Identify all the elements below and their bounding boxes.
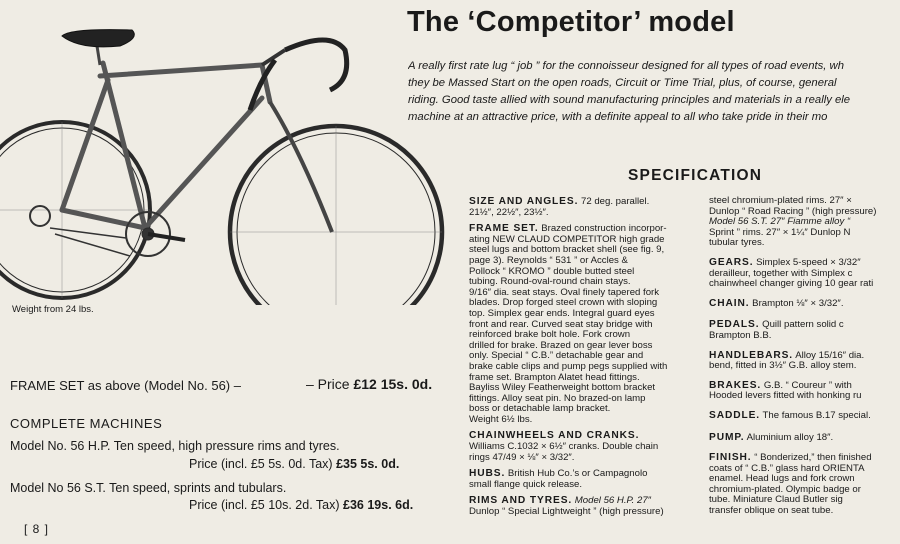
model-hp-price [189, 457, 399, 471]
spec-chain-line: Brampton ⅛″ × 3/32″. [752, 297, 844, 309]
spec-hubs-heading: HUBS. [469, 468, 506, 480]
spec-handlebars-line: bend, fitted in 3½″ G.B. alloy stem. [709, 360, 857, 372]
spec-column-left [469, 197, 695, 524]
spec-finish-line: transfer oblique on seat tube. [709, 505, 834, 517]
spec-frame-line: reinforced brake bolt hole. Fork crown [469, 329, 631, 341]
spec-hubs-line: small flange quick release. [469, 478, 583, 490]
spec-frame-line: top. Simplex gear ends. Integral guard eyes [469, 307, 655, 319]
spec-chainwheels-heading: CHAINWHEELS AND CRANKS. [469, 430, 640, 442]
model-hp-price-prefix: Price (incl. £5 5s. 0d. Tax) [189, 457, 333, 471]
spec-gears-line: Simplex 5-speed × 3/32″ [756, 256, 861, 268]
spec-frame-line: Bayliss Wiley Featherweight bottom bracket [469, 382, 656, 394]
frameset-price [306, 376, 432, 392]
spec-finish-heading: FINISH. [709, 452, 752, 464]
spec-handlebars-line: Alloy 15/16″ dia. [795, 349, 865, 361]
spec-size-heading: SIZE AND ANGLES. [469, 197, 579, 207]
spec-frame-line: front and rear. Curved seat stay bridge with [469, 318, 653, 330]
frameset-price-prefix: – Price [306, 376, 350, 392]
spec-chainwheels [469, 431, 695, 463]
spec-saddle [709, 411, 900, 422]
spec-frame-line: 9/16″ dia. seat stays. Oval finely tapered fork [469, 286, 660, 298]
spec-pump-line: Aluminium alloy 18″. [746, 431, 834, 443]
page-title: The ‘Competitor’ model [407, 6, 735, 38]
complete-machines-heading: COMPLETE MACHINES [10, 416, 163, 431]
spec-gears-line: derailleur, together with Simplex c [709, 267, 853, 279]
spec-frame-line: frame set. Brampton Alatet head fittings. [469, 371, 640, 383]
spec-finish-line: coats of “ C.B.” glass hard ORIENTA [709, 462, 865, 474]
frameset-label: FRAME SET as above (Model No. 56) – [10, 378, 241, 393]
model-st-price [189, 498, 413, 512]
model-st-price-value: £36 19s. 6d. [343, 498, 414, 512]
spec-column-right [709, 196, 900, 523]
spec-frame-line: Weight 6½ lbs. [469, 413, 533, 425]
spec-frame-line: ating NEW CLAUD COMPETITOR high grade [469, 233, 665, 245]
spec-finish-line: enamel. Head lugs and fork crown [709, 473, 855, 485]
spec-rims-continued [709, 196, 900, 249]
spec-rims-line: Dunlop “ Special Lightweight ” (high pressure) [469, 506, 664, 518]
spec-frame-line: fittings. Alloy seat pin. No brazed-on lamp [469, 392, 646, 404]
spec-frame-heading: FRAME SET. [469, 223, 539, 235]
spec-gears-line: chainwheel changer giving 10 gear rati [709, 278, 874, 290]
spec-rims-cont-line: Dunlop “ Road Racing ” (high pressure) [709, 205, 877, 217]
spec-brakes-heading: BRAKES. [709, 379, 762, 391]
spec-finish-line: tube. Miniature Claud Butler sig [709, 494, 843, 506]
spec-chain-heading: CHAIN. [709, 297, 750, 309]
page-number: [ 8 ] [24, 522, 50, 536]
spec-rims-cont-line: Model 56 S.T. 27″ Fiamme alloy “ [709, 216, 851, 228]
specification-heading: SPECIFICATION [628, 167, 763, 184]
spec-rims-cont-line: steel chromium-plated rims. 27″ × [709, 196, 852, 206]
spec-frame-line: boss or detachable lamp bracket. [469, 403, 611, 415]
spec-saddle-heading: SADDLE. [709, 409, 761, 421]
spec-finish-line: chromium-plated. Olympic badge or [709, 483, 861, 495]
spec-size-line: 72 deg. parallel. [580, 197, 650, 207]
spec-chainwheels-line: Williams C.1032 × 6½″ cranks. Double chain [469, 441, 659, 453]
spec-chain [709, 299, 900, 310]
spec-pedals-line: Quill pattern solid c [762, 319, 844, 331]
spec-frame-line: Brazed construction incorpor- [541, 223, 667, 235]
spec-rims-cont-line: tubular tyres. [709, 237, 765, 249]
spec-hubs [469, 469, 695, 490]
model-st-name: Model No 56 S.T. Ten speed, sprints and tubulars. [10, 481, 287, 495]
spec-chainwheels-line: rings 47/49 × ⅛″ × 3/32″. [469, 451, 575, 463]
spec-frame-line: blades. Drop forged steel crown with sloping [469, 297, 658, 309]
weight-caption: Weight from 24 lbs. [12, 304, 94, 315]
spec-frame [469, 224, 695, 425]
intro-line: machine at an attractive price, with a definite appeal to all who take pride in their mo [408, 111, 828, 123]
spec-rims-cont-line: Sprint ” rims. 27″ × 1¼″ Dunlop N [709, 226, 851, 238]
model-hp-name: Model No. 56 H.P. Ten speed, high pressure rims and tyres. [10, 439, 340, 453]
spec-pump [709, 433, 900, 444]
spec-frame-line: Pollock “ KROMO ” double butted steel [469, 265, 635, 277]
model-hp-price-value: £35 5s. 0d. [336, 457, 400, 471]
spec-brakes-line: G.B. “ Coureur ” with [763, 379, 852, 391]
frameset-price-row [10, 376, 433, 393]
spec-size [469, 197, 695, 218]
spec-frame-line: tubing. Round-oval-round chain stays. [469, 276, 631, 288]
spec-finish [709, 453, 900, 517]
intro-line: riding. Good taste allied with sound manufacturing principles and materials in a really ele [408, 94, 851, 106]
spec-handlebars [709, 351, 900, 372]
spec-brakes [709, 381, 900, 402]
spec-saddle-line: The famous B.17 special. [762, 409, 871, 421]
spec-gears-heading: GEARS. [709, 256, 754, 268]
spec-frame-line: drilled for brake. Brazed on gear lever boss [469, 339, 653, 351]
spec-frame-line: page 3). Reynolds “ 531 ” or Accles & [469, 254, 628, 266]
model-st-price-prefix: Price (incl. £5 10s. 2d. Tax) [189, 498, 340, 512]
spec-rims-heading: RIMS AND TYRES. [469, 495, 573, 507]
intro-paragraph [408, 58, 900, 126]
spec-size-line: 21½″, 22½″, 23½″. [469, 206, 549, 218]
intro-line: A really first rate lug “ job ” for the connoisseur designed for all types of road events, wh [408, 60, 844, 72]
spec-brakes-line: Hooded levers fitted with honking ru [709, 390, 862, 402]
spec-frame-line: brake cable clips and pump pegs supplied with [469, 360, 668, 372]
spec-pedals-heading: PEDALS. [709, 319, 760, 331]
spec-pedals [709, 320, 900, 341]
spec-pedals-line: Brampton B.B. [709, 329, 772, 341]
spec-frame-line: only. Special “ C.B.” detachable gear and [469, 350, 644, 362]
spec-frame-line: steel lugs and bottom bracket shell (see fig. 9, [469, 244, 665, 256]
spec-finish-line: “ Bonderized,” then finished [754, 452, 872, 464]
spec-rims-line: Model 56 H.P. 27″ [574, 495, 652, 507]
spec-rims [469, 496, 695, 517]
spec-handlebars-heading: HANDLEBARS. [709, 349, 794, 361]
spec-pump-heading: PUMP. [709, 431, 745, 443]
bicycle-illustration [0, 10, 445, 305]
spec-gears [709, 258, 900, 290]
intro-line: they be Massed Start on the open roads, Circuit or Time Trial, plus, of course, general [408, 77, 837, 89]
frameset-price-value: £12 15s. 0d. [353, 376, 433, 392]
spec-hubs-line: British Hub Co.’s or Campagnolo [507, 468, 648, 480]
